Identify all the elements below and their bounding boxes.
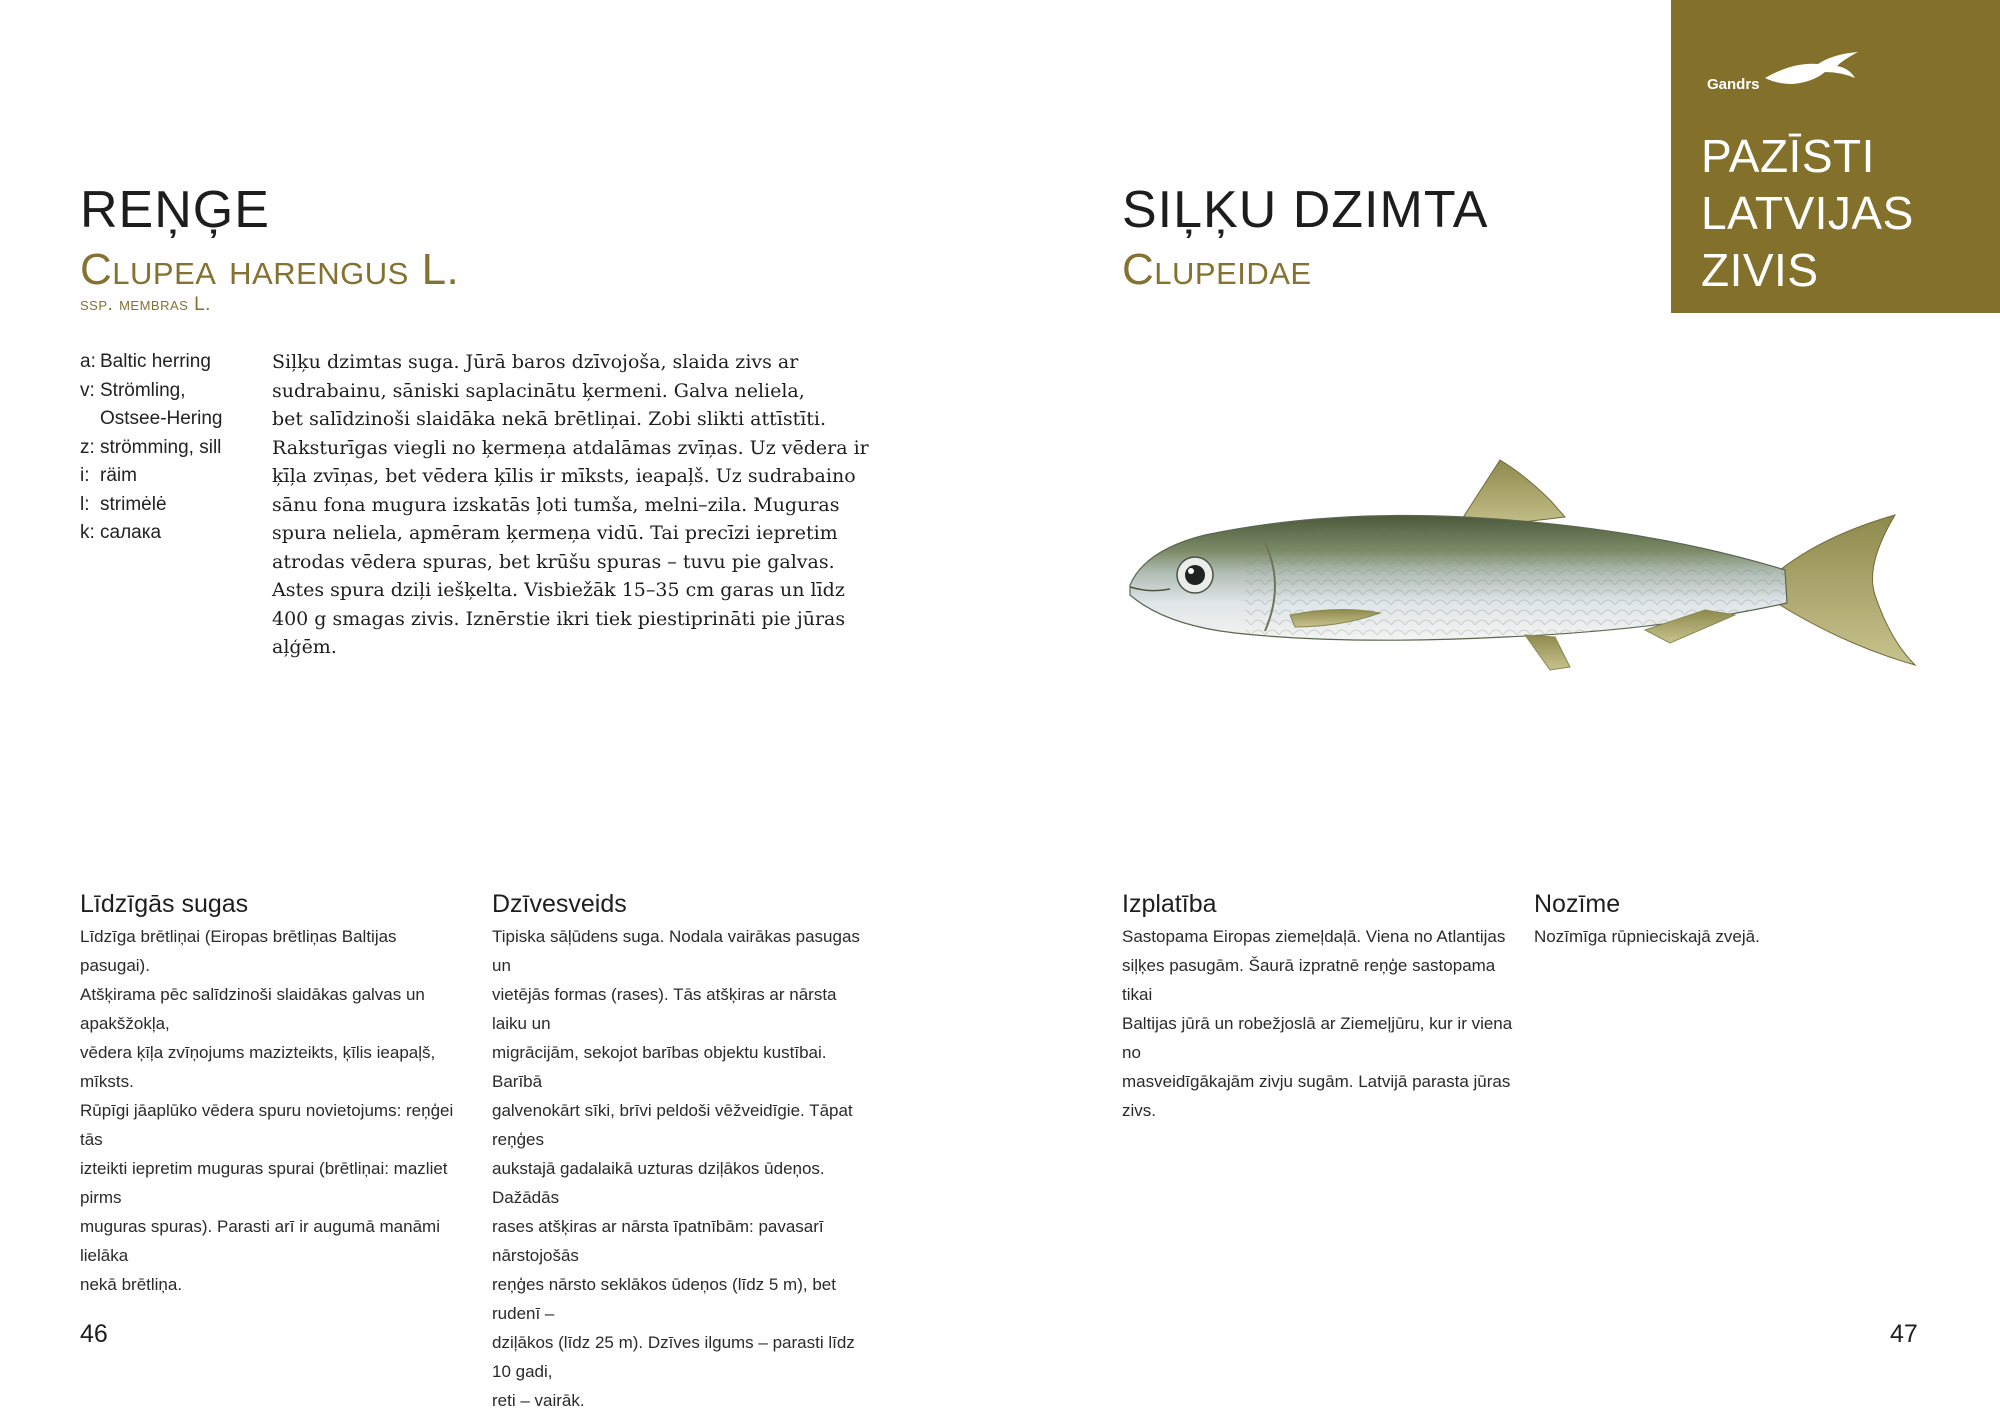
family-latin-name: Clupeidae xyxy=(1122,245,1312,294)
importance-text: Nozīmīga rūpnieciskajā zvejā. xyxy=(1534,927,1760,946)
similar-species-heading: Līdzīgās sugas xyxy=(80,890,249,918)
lifestyle-text: Tipiska sāļūdens suga. Nodala vairākas pasugas un vietējās formas (rases). Tās atšķiras ar nārsta laiku un migrācijām, sekojot barības objektu kustībai. Barībā galvenokārt sīki, brīvi peldoši vēžveidīgie. Tāpat reņģes aukstajā gadalaikā uzturas dziļākos ūdeņos. Dažādās rases atšķiras ar nārsta īpatnībām: pavasarī nārstojošās reņģes nārsto seklākos ūdeņos (līdz 5 m), bet rudenī – dziļākos (līdz 25 m). Dzīves ilgums – parasti līdz 10 gadi, reti – vairāk. xyxy=(492,927,860,1410)
series-title: PAZĪSTI LATVIJAS ZIVIS xyxy=(1701,130,1914,296)
page-number-right: 47 xyxy=(1890,1320,1918,1348)
herring-illustration xyxy=(1125,455,1920,690)
name-row: Ostsee-Hering xyxy=(100,408,223,429)
brand-logo-text: Gandrs xyxy=(1707,76,1760,93)
name-row: a: Baltic herring xyxy=(80,351,211,372)
page-number-left: 46 xyxy=(80,1320,108,1348)
species-latin-name: Clupea harengus L. xyxy=(80,245,460,294)
similar-species-text: Līdzīga brētliņai (Eiropas brētliņas Baltijas pasugai). Atšķirama pēc salīdzinoši slaidākas galvas un apakšžokļa, vēdera ķīļa zvīņojums mazizteikts, ķīlis ieapaļš, mīksts. Rūpīgi jāaplūko vēdera spuru novietojums: reņģei tās izteikti iepretim muguras spurai (brētliņai: mazliet pirms muguras spuras). Parasti arī ir augumā manāmi lielāka nekā brētliņa. xyxy=(80,927,454,1294)
distribution-heading: Izplatība xyxy=(1122,890,1217,918)
species-title: REŅĢE xyxy=(80,181,270,239)
lifestyle-heading: Dzīvesveids xyxy=(492,890,627,918)
name-row: i: räim xyxy=(80,465,137,486)
importance-heading: Nozīme xyxy=(1534,890,1621,918)
distribution-text: Sastopama Eiropas ziemeļdaļā. Viena no Atlantijas siļķes pasugām. Šaurā izpratnē reņģe sastopama tikai Baltijas jūrā un robežjoslā ar Ziemeļjūru, kur ir viena no masveidīgākajām zivju sugām. Latvijā parasta jūras zivs. xyxy=(1122,927,1513,1120)
stork-logo-icon xyxy=(1763,48,1863,93)
common-names-list xyxy=(80,348,260,548)
name-row: l: strimėlė xyxy=(80,493,167,515)
name-row: v: Strömling, xyxy=(80,379,186,401)
species-description: Siļķu dzimtas suga. Jūrā baros dzīvojoša, slaida zivs ar sudrabainu, sāniski saplacinātu ķermeni. Galva neliela, bet salīdzinoši slaidāka nekā brētliņai. Zobi slikti attīstīti. Raksturīgas viegli no ķermeņa atdalāmas zvīņas. Uz vēdera ir ķīļa zvīņas, bet vēdera ķīlis ir mīksts, ieapaļš. Uz sudrabaino sānu fona mugura izskatās ļoti tumša, melni–zila. Muguras spura neliela, apmēram ķermeņa vidū. Tai precīzi iepretim atrodas vēdera spuras, bet krūšu spuras – tuvu pie galvas. Astes spura dziļi iešķelta. Visbiežāk 15–35 cm garas un līdz 400 g smagas zivis. Iznērstie ikri tiek piestiprināti pie jūras aļģēm. xyxy=(272,351,869,658)
subspecies-name: ssp. membras L. xyxy=(80,294,211,315)
fish-icon xyxy=(1125,455,1920,690)
name-row: z: strömming, sill xyxy=(80,436,222,458)
name-row: k: салака xyxy=(80,522,162,543)
series-brand-box xyxy=(1671,0,2000,313)
family-title: SIĻĶU DZIMTA xyxy=(1122,181,1489,239)
